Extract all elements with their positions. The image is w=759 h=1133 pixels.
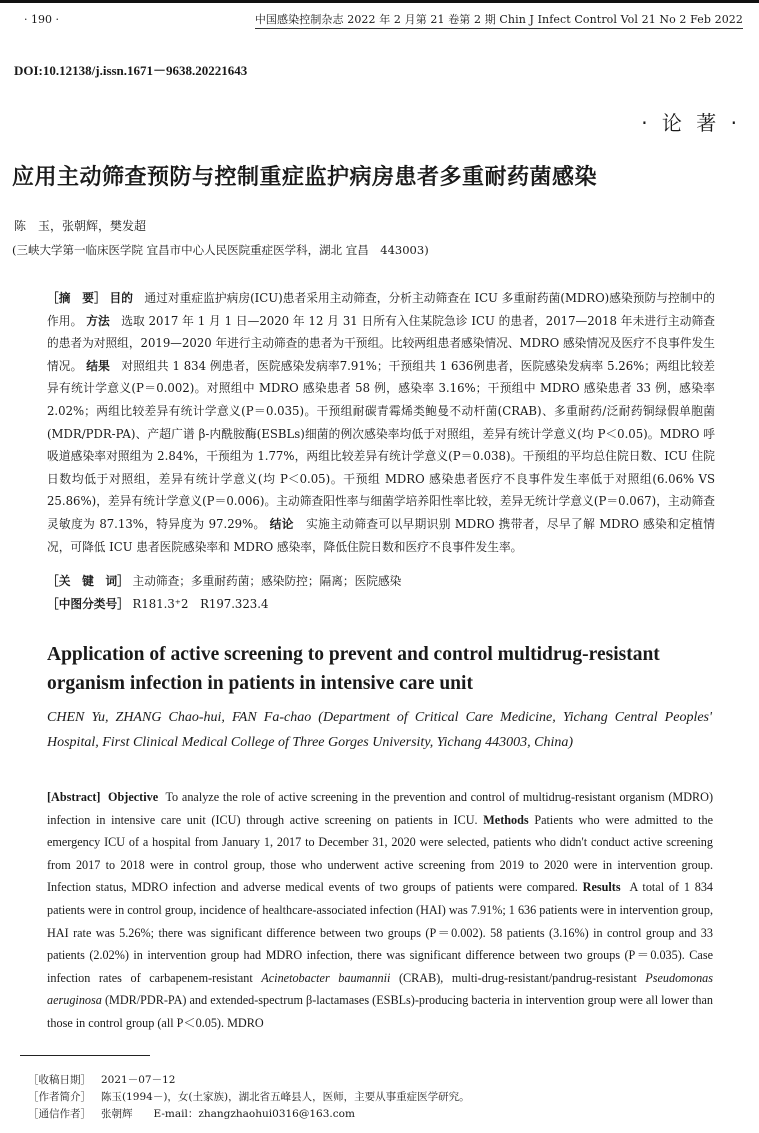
authors-chinese: 陈 玉，张朝辉，樊发超: [14, 219, 147, 233]
footnote-label: ［收稿日期］: [28, 1074, 91, 1086]
footnote-label: ［通信作者］: [28, 1108, 91, 1120]
methods-label: 方法: [86, 313, 110, 328]
abstract-chinese: [47, 287, 715, 558]
results-en-text-3: (MDR/PDR-PA) and extended-spectrum β-lactamases (ESBLs)-producing bacteria in intervention group were all lower than those in control group (all P＜0.05). MDRO: [47, 993, 713, 1030]
abstract-en-label: [Abstract]: [47, 790, 101, 804]
results-label: 结果: [86, 358, 110, 373]
objective-en-label: Objective: [108, 790, 159, 804]
methods-text: 选取 2017 年 1 月 1 日—2020 年 12 月 31 日所有入住某院急诊 ICU 的患者，2017—2018 年未进行主动筛查的患者为对照组，2019—2020 年进行主动筛查的患者为干预组。比较两组患者感染情况、MDRO 感染情况及医疗不良事件发生情况。: [47, 313, 715, 373]
section-label: · 论 著 ·: [641, 111, 741, 135]
objective-text: 通过对重症监护病房(ICU)患者采用主动筛查，分析主动筛查在 ICU 多重耐药菌(MDRO)感染预防与控制中的作用。: [47, 291, 715, 328]
journal-header: 中国感染控制杂志 2022 年 2 月第 21 卷第 2 期 Chin J Infect Control Vol 21 No 2 Feb 2022: [255, 13, 743, 29]
abstract-label: ［摘 要］: [47, 291, 106, 305]
footnote-label: ［作者简介］: [28, 1091, 91, 1103]
results-text: 对照组共 1 834 例患者，医院感染发病率7.91%；干预组共 1 636例患者，医院感染发病率 5.26%；两组比较差异有统计学意义(P＝0.002)。对照组中 MDRO 感染患者 58 例，感染率 3.16%；干预组中 MDRO 感染患者 33 例，感染率 2.02%；两组比较差异有统计学意义(P＝0.035)。干预组耐碳青霉烯类鲍曼不动杆菌(CRAB)、多重耐药/泛耐药铜绿假单胞菌(MDR/PDR-PA)、产超广谱 β-内酰胺酶(ESBLs)细菌的例次感染率均低于对照组，差异有统计学意义(均 P＜0.05)。MDRO 呼吸道感染率对照组为 2.84%，干预组为 1.77%，两组比较差异有统计学意义(P＝0.038)。干预组的平均总住院日数、ICU 住院日数均低于对照组，差异有统计学意义(均 P＜0.05)。干预组 MDRO 感染患者医疗不良事件发生率低于对照组(6.06% VS 25.86%)，差异有统计学意义(P＝0.006)。主动筛查阳性率与细菌学培养阳性率比较，差异无统计学意义(P＝0.067)，主动筛查灵敏度为 87.13%，特异度为 97.29%。: [47, 358, 715, 531]
methods-en-text: Patients who were admitted to the emergency ICU of a hospital from January 1, 2017 to December 31, 2020 were selected, patients who didn't conduct active screening from 2017 to 2018 were in control group, those who underwent active screening from 2019 to 2020 were in intervention group. Infection status, MDRO infection and adverse medical events of two groups of patients were compared.: [47, 812, 714, 895]
footnote-value: 2021－07－12: [101, 1074, 176, 1086]
footnote-corresponding: [28, 1106, 355, 1121]
objective-en-text: To analyze the role of active screening in the prevention and control of multidrug-resistant organism (MDRO) infection in intensive care unit (ICU) through active screening on patients in ICU.: [47, 790, 714, 827]
abstract-english: [47, 786, 713, 1035]
affiliation-chinese: (三峡大学第一临床医学院 宜昌市中心人民医院重症医学科，湖北 宜昌 443003): [12, 243, 429, 257]
keywords-chinese: [47, 573, 401, 589]
authors-english: CHEN Yu, ZHANG Chao-hui, FAN Fa-chao (Department of Critical Care Medicine, Yichang Central Peoples' Hospital, First Clinical Medical College of Three Gorges University, Yichang 443003, China): [47, 710, 712, 750]
results-en-text-2: (CRAB), multi-drug-resistant/pandrug-resistant: [398, 970, 637, 985]
title-chinese: 应用主动筛查预防与控制重症监护病房患者多重耐药菌感染: [12, 165, 598, 190]
footnote-received: [28, 1072, 175, 1087]
footnote-rule: [20, 1055, 150, 1056]
conclusion-label: 结论: [269, 516, 294, 531]
footnote-value: 张朝辉 E-mail：zhangzhaohui0316@163.com: [101, 1108, 355, 1120]
conclusion-text: 实施主动筛查可以早期识别 MDRO 携带者，尽早了解 MDRO 感染和定植情况，可降低 ICU 患者医院感染率和 MDRO 感染率，降低住院日数和医疗不良事件发生率。: [47, 516, 715, 554]
objective-label: 目的: [109, 291, 134, 305]
title-english: Application of active screening to prevent and control multidrug-resistant organism infection in patients in intensive care unit: [47, 644, 660, 694]
page-number: · 190 ·: [24, 13, 59, 26]
clc-label: ［中图分类号］: [47, 597, 129, 611]
keywords-label: ［关 键 词］: [47, 574, 129, 588]
keywords-value: 主动筛查；多重耐药菌；感染防控；隔离；医院感染: [132, 574, 402, 588]
species-crab: Acinetobacter baumannii: [261, 970, 391, 985]
doi: DOI:10.12138/j.issn.1671－9638.20221643: [14, 63, 248, 78]
species-pa: Pseudomonas aeruginosa: [47, 970, 714, 1008]
results-en-text-1: A total of 1 834 patients were in control group, incidence of healthcare-associated infection (HAI) was 7.91%; 1 636 patients were in intervention group, HAI rate was 5.26%; there was significant difference between two groups (P＝0.002). 58 patients (3.16%) in control group and 33 patients (2.02%) in intervention group had MDRO infection, there was significant difference between two groups (P＝0.035). Case infection rates of carbapenem-resistant: [47, 880, 714, 985]
results-en-label: Results: [582, 880, 621, 895]
footnote-author-bio: [28, 1089, 470, 1104]
clc-value: R181.3⁺2 R197.323.4: [132, 597, 269, 611]
clc-number: [47, 596, 268, 612]
methods-en-label: Methods: [483, 812, 529, 827]
footnote-value: 陈玉(1994－)，女(土家族)，湖北省五峰县人，医师，主要从事重症医学研究。: [101, 1091, 470, 1103]
top-rule: [0, 0, 759, 3]
